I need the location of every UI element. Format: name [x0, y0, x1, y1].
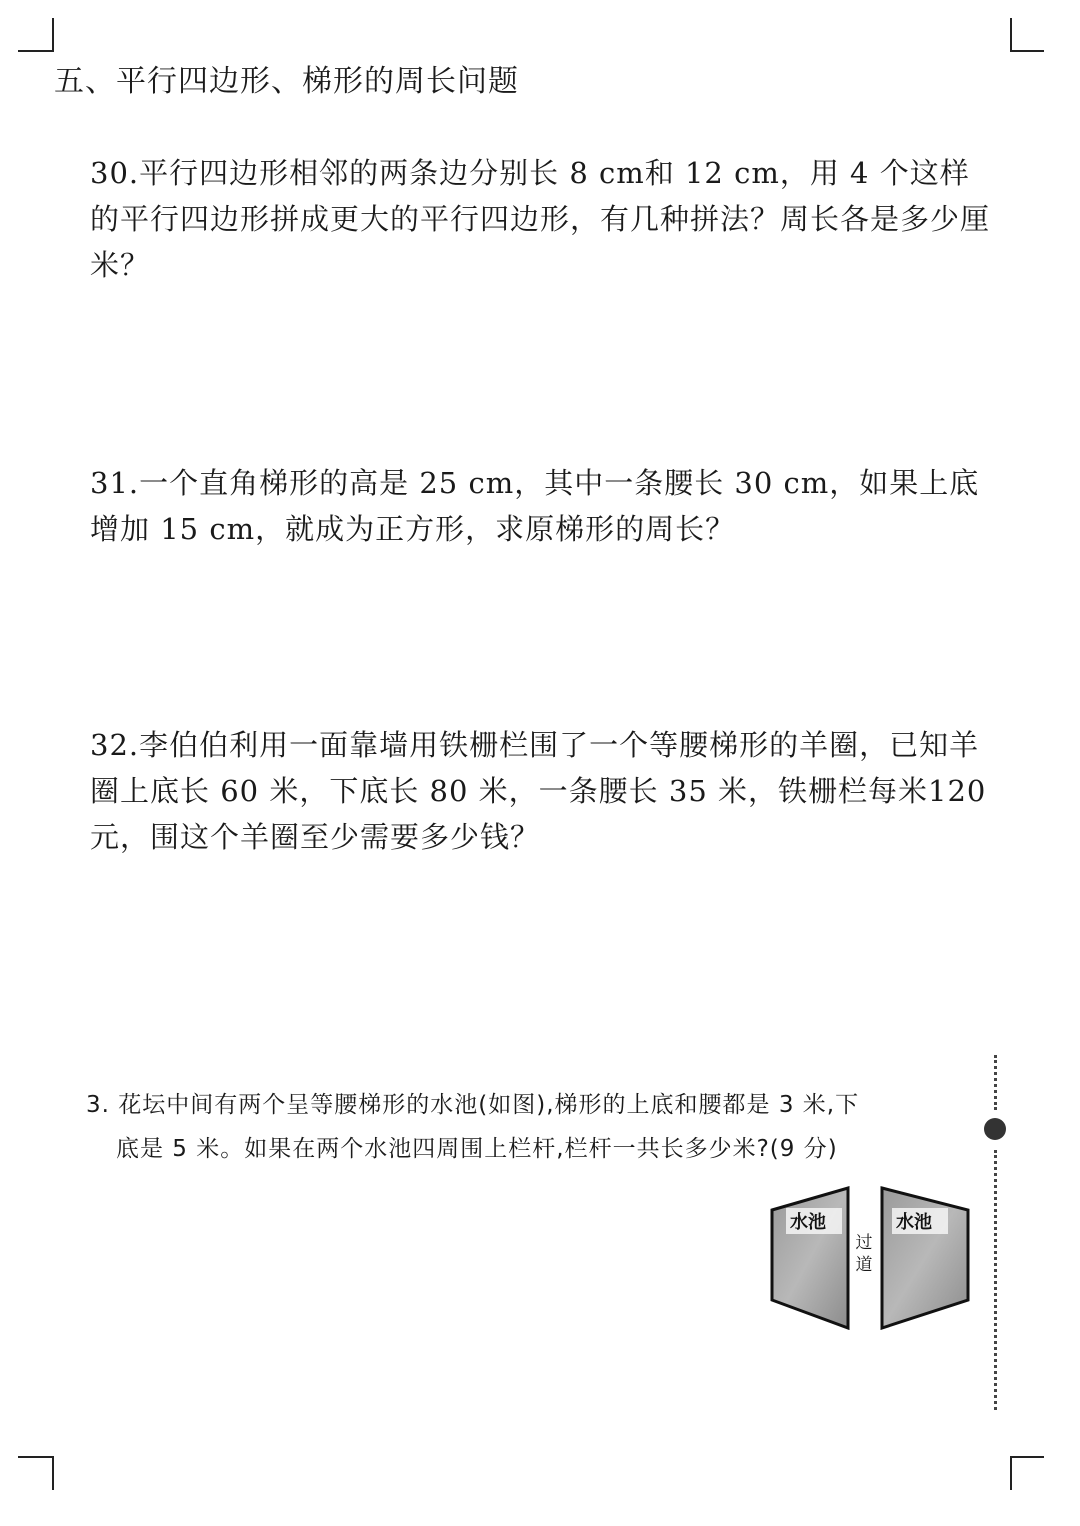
crop-mark-top-right-h — [1010, 50, 1044, 52]
margin-dotted-line-top — [994, 1055, 997, 1110]
problem-3 — [86, 1083, 986, 1171]
margin-dotted-line-bottom — [994, 1150, 997, 1410]
problem-3-line-2: 底是 5 米。如果在两个水池四周围上栏杆,栏杆一共长多少米?(9 分) — [116, 1136, 838, 1162]
walkway-label — [854, 1232, 874, 1276]
pool-figure — [760, 1180, 980, 1330]
crop-mark-bottom-left-v — [52, 1456, 54, 1490]
problem-32 — [90, 722, 990, 860]
pool-right-label: 水池 — [896, 1212, 932, 1233]
binder-hole-icon — [984, 1118, 1006, 1140]
problem-32-text: 李伯伯利用一面靠墙用铁栅栏围了一个等腰梯形的羊圈，已知羊圈上底长 60 米，下底长 80 米，一条腰长 35 米，铁栅栏每米120 元，围这个羊圈至少需要多少钱？ — [90, 728, 987, 854]
crop-mark-bottom-right-v — [1010, 1456, 1012, 1490]
problem-30 — [90, 150, 990, 288]
problem-3-line-1: 3. 花坛中间有两个呈等腰梯形的水池(如图),梯形的上底和腰都是 3 米,下 — [86, 1092, 860, 1118]
problem-31-text: 一个直角梯形的高是 25 cm，其中一条腰长 30 cm，如果上底增加 15 cm，就成为正方形，求原梯形的周长？ — [90, 466, 980, 546]
problem-32-number: 32. — [90, 728, 140, 762]
crop-mark-bottom-left-h — [18, 1456, 54, 1458]
crop-mark-top-left-v — [52, 18, 54, 52]
section-title: 五、平行四边形、梯形的周长问题 — [54, 64, 519, 99]
crop-mark-top-left-h — [18, 50, 54, 52]
walkway-label-char-1: 过 — [855, 1233, 873, 1253]
walkway-label-char-2: 道 — [855, 1255, 873, 1275]
problem-30-number: 30. — [90, 156, 140, 190]
problem-31 — [90, 460, 990, 552]
problem-30-text: 平行四边形相邻的两条边分别长 8 cm和 12 cm，用 4 个这样的平行四边形拼成更大的平行四边形，有几种拼法？周长各是多少厘米？ — [90, 156, 991, 282]
problem-31-number: 31. — [90, 466, 140, 500]
crop-mark-bottom-right-h — [1010, 1456, 1044, 1458]
pool-left-label: 水池 — [790, 1212, 826, 1233]
crop-mark-top-right-v — [1010, 18, 1012, 52]
